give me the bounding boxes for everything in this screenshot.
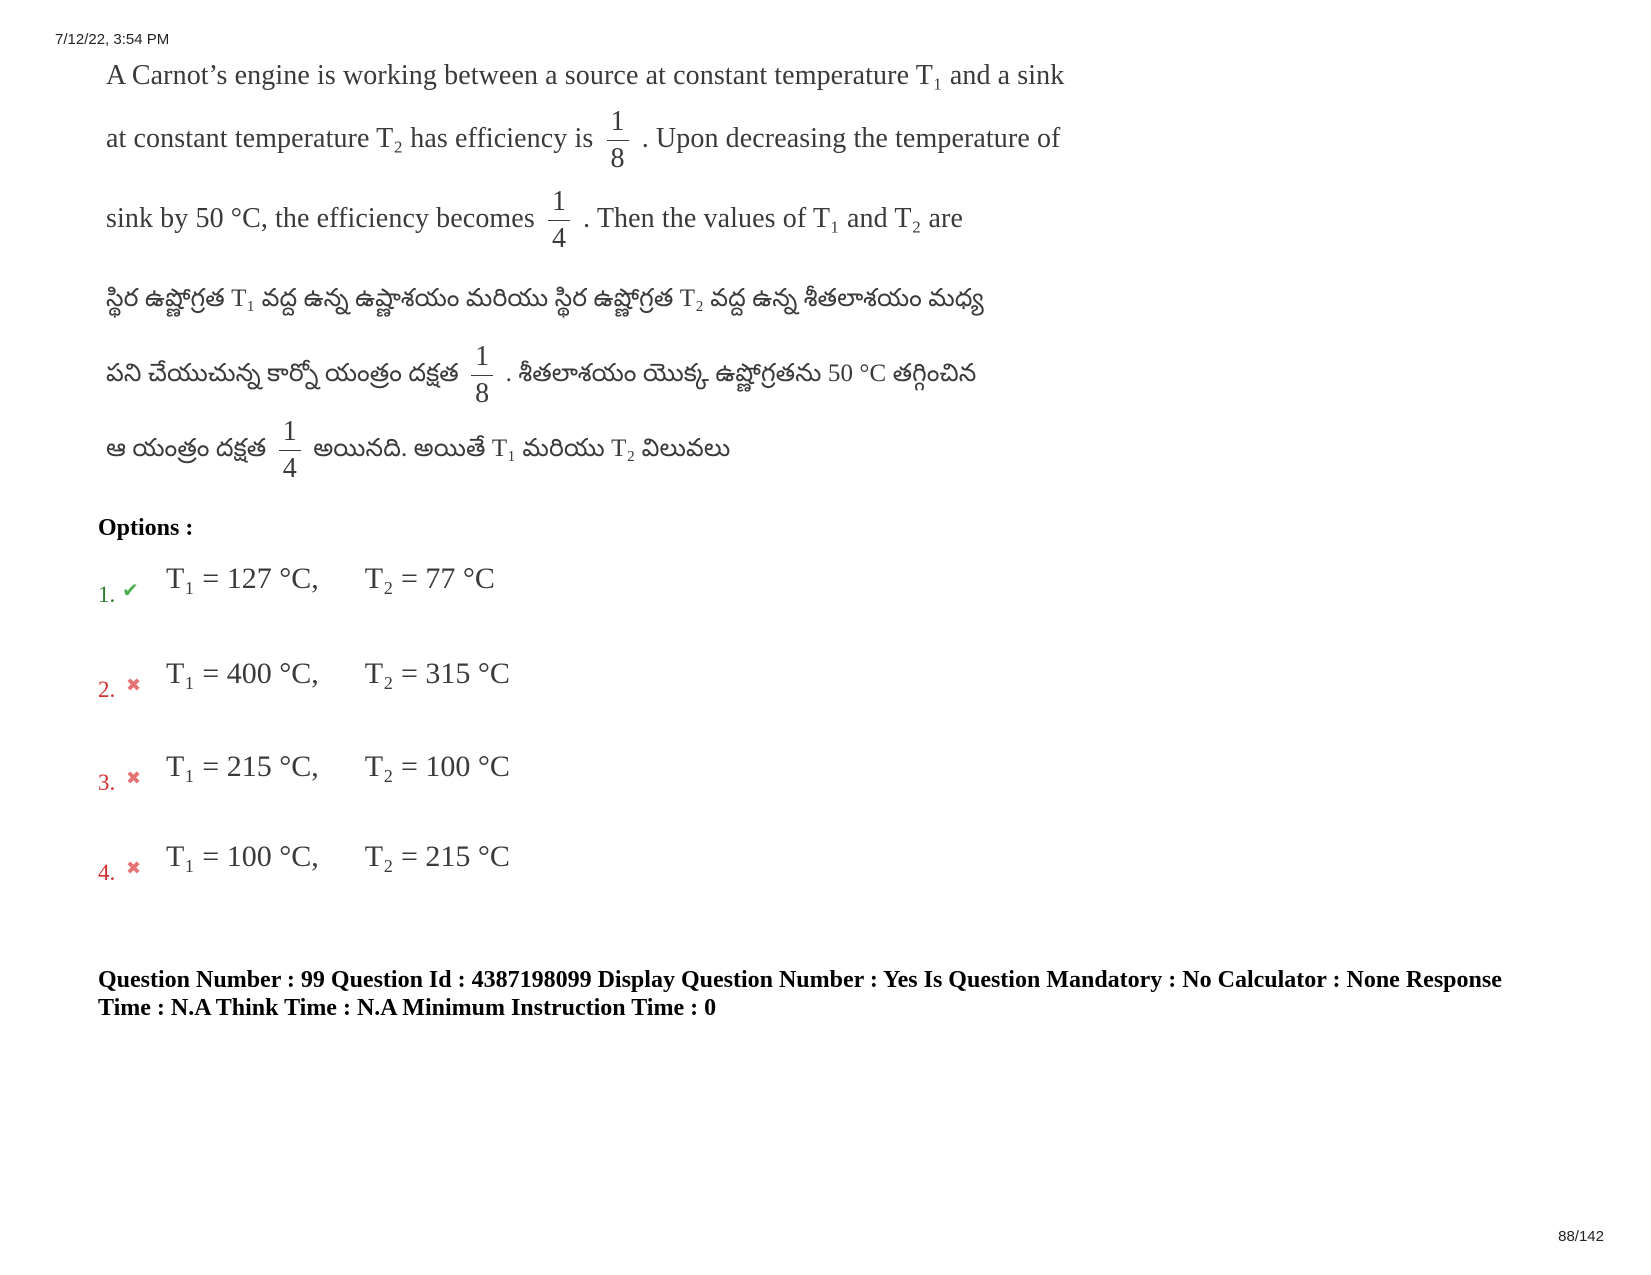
option-text: T₁ = 400 °C, T₂ = 315 °C — [166, 657, 510, 690]
page-number: 88/142 — [1558, 1228, 1604, 1245]
metadata-line-1: Question Number : 99 Question Id : 4387198099 Display Question Number : Yes Is Question Mandatory : No Calculator : None Response — [98, 967, 1502, 993]
fraction-one-quarter-te: $\frac{1}{4}$ — [279, 418, 301, 483]
option-number: 2. — [98, 677, 116, 702]
fraction-one-eighth-te: $\frac{1}{8}$ — [471, 343, 493, 408]
check-icon: ✔ — [122, 580, 139, 602]
option-text: T₁ = 127 °C, T₂ = 77 °C — [166, 562, 495, 595]
cross-icon: ✖ — [126, 675, 142, 695]
option-text: T₁ = 100 °C, T₂ = 215 °C — [166, 840, 510, 873]
fraction-one-quarter: $\frac{1}{4}$ — [548, 188, 570, 253]
cross-icon: ✖ — [126, 858, 142, 878]
option-number: 4. — [98, 860, 116, 885]
metadata-line-2: Time : N.A Think Time : N.A Minimum Instruction Time : 0 — [98, 995, 717, 1021]
question-te-line-2: పని చేయుచున్న కార్నో యంత్రం దక్షత $\frac{1}{8}$ . శీతలాశయం యొక్క ఉష్ణోగ్రతను 50 °C తగ్గించిన — [106, 341, 977, 409]
question-metadata — [98, 966, 1578, 1022]
cross-icon: ✖ — [126, 768, 142, 788]
question-en-line-1: A Carnot’s engine is working between a source at constant temperature T₁ and a sink — [106, 60, 1065, 91]
question-en-line-2: at constant temperature T₂ has efficiency is $\frac{1}{8}$ . Upon decreasing the temperature of — [106, 106, 1061, 174]
question-en-line-3: sink by 50 °C, the efficiency becomes $\frac{1}{4}$ . Then the values of T₁ and T₂ are — [106, 186, 963, 254]
fraction-one-eighth: $\frac{1}{8}$ — [607, 108, 629, 173]
option-number: 3. — [98, 770, 116, 795]
question-te-line-3: ఆ యంత్రం దక్షత $\frac{1}{4}$ అయినది. అయితే T₁ మరియు T₂ విలువలు — [106, 416, 731, 484]
options-heading: Options : — [98, 515, 194, 541]
print-date-time: 7/12/22, 3:54 PM — [55, 31, 170, 48]
question-te-line-1: స్థిర ఉష్ణోగ్రత T₁ వద్ద ఉన్న ఉష్ణాశయం మరియు స్థిర ఉష్ణోగ్రత T₂ వద్ద ఉన్న శీతలాశయం మధ్య — [106, 285, 984, 312]
option-number: 1. — [98, 582, 116, 607]
option-text: T₁ = 215 °C, T₂ = 100 °C — [166, 750, 510, 783]
